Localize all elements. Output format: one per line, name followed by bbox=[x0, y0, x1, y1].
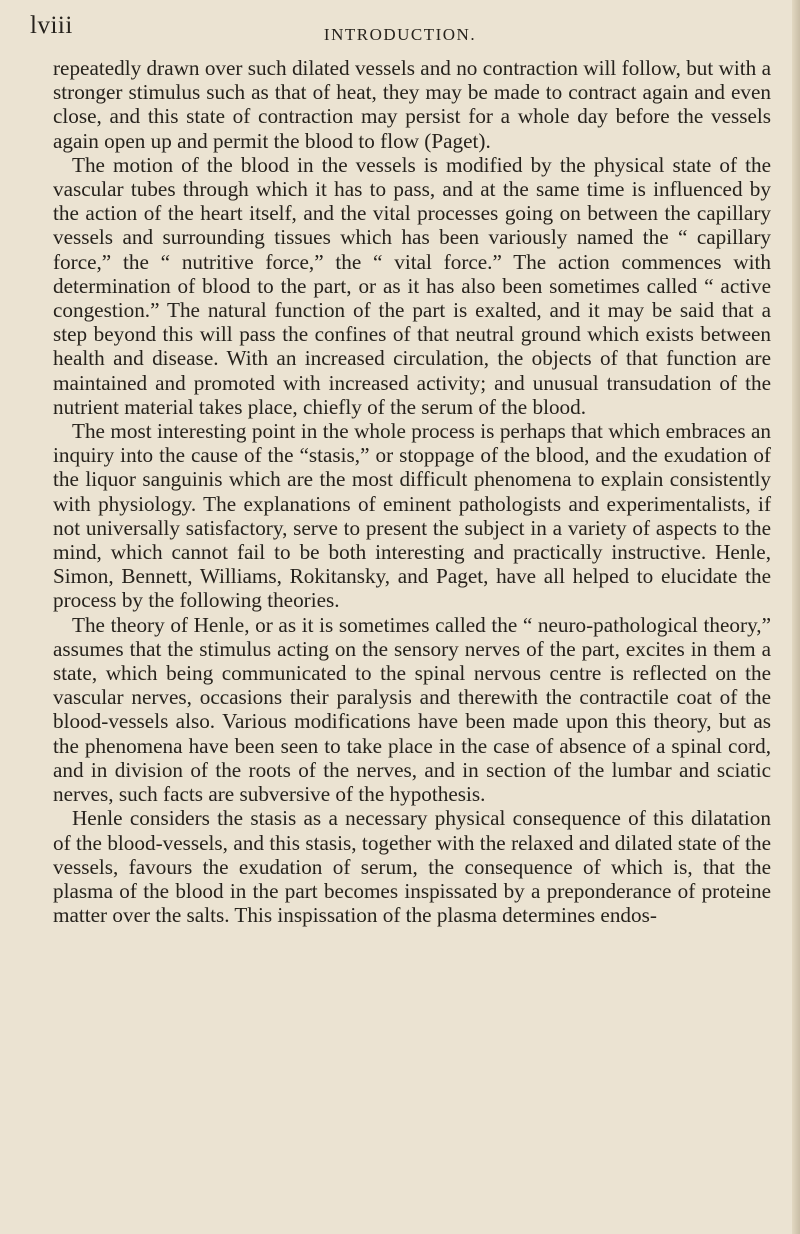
paragraph-5: Henle considers the stasis as a necessary physical consequence of this dilatation of the blood-vessels, and this stasis, together with the relaxed and dilated state of the vessels, favours the exudation of serum, the consequence of which is, that the plasma of the blood in the part becomes inspissated by a preponderance of proteine matter over the salts. This inspissation of the plasma determines endos- bbox=[53, 806, 771, 928]
paragraph-1: repeatedly drawn over such dilated vessels and no contraction will follow, but with a stronger stimulus such as that of heat, they may be made to contract again and even close, and this state of contraction may persist for a whole day before the vessels again open up and permit the blood to flow (Paget). bbox=[53, 56, 771, 153]
paragraph-4: The theory of Henle, or as it is sometimes called the “ neuro-pathological theory,” assumes that the stimulus acting on the sensory nerves of the part, excites in them a state, which being communicated to the spinal nervous centre is reflected on the vascular nerves, occasions their paralysis and therewith the contractile coat of the blood-vessels also. Various modifications have been made upon this theory, but as the phenomena have been seen to take place in the case of absence of a spinal cord, and in division of the roots of the nerves, and in section of the lumbar and sciatic nerves, such facts are subversive of the hypothesis. bbox=[53, 612, 771, 807]
paragraph-2: The motion of the blood in the vessels is modified by the physical state of the vascular tubes through which it has to pass, and at the same time is influenced by the action of the heart itself, and the vital processes going on between the capillary vessels and surrounding tissues which has been variously named the “ capillary force,” the “ nutritive force,” the “ vital force.” The action commences with determination of blood to the part, or as it has also been sometimes called “ active congestion.” The natural function of the part is exalted, and it may be said that a step beyond this will pass the confines of that neutral ground which exists between health and disease. With an increased circulation, the objects of that function are maintained and promoted with increased activity; and unusual transudation of the nutrient material takes place, chiefly of the serum of the blood. bbox=[53, 152, 771, 419]
page-number: lviii bbox=[30, 12, 73, 39]
page-edge-shadow bbox=[792, 0, 800, 1234]
running-head: INTRODUCTION. bbox=[323, 25, 477, 44]
body-text bbox=[53, 56, 771, 927]
paragraph-3: The most interesting point in the whole process is perhaps that which embraces an inquiry into the cause of the “stasis,” or stoppage of the blood, and the exudation of the liquor sanguinis which are the most difficult phenomena to explain consistently with physiology. The explanations of eminent pathologists and experimentalists, if not universally satisfactory, serve to present the subject in a variety of aspects to the mind, which cannot fail to be both interesting and practically instructive. Henle, Simon, Bennett, Williams, Rokitansky, and Paget, have all helped to elucidate the process by the following theories. bbox=[53, 419, 771, 613]
